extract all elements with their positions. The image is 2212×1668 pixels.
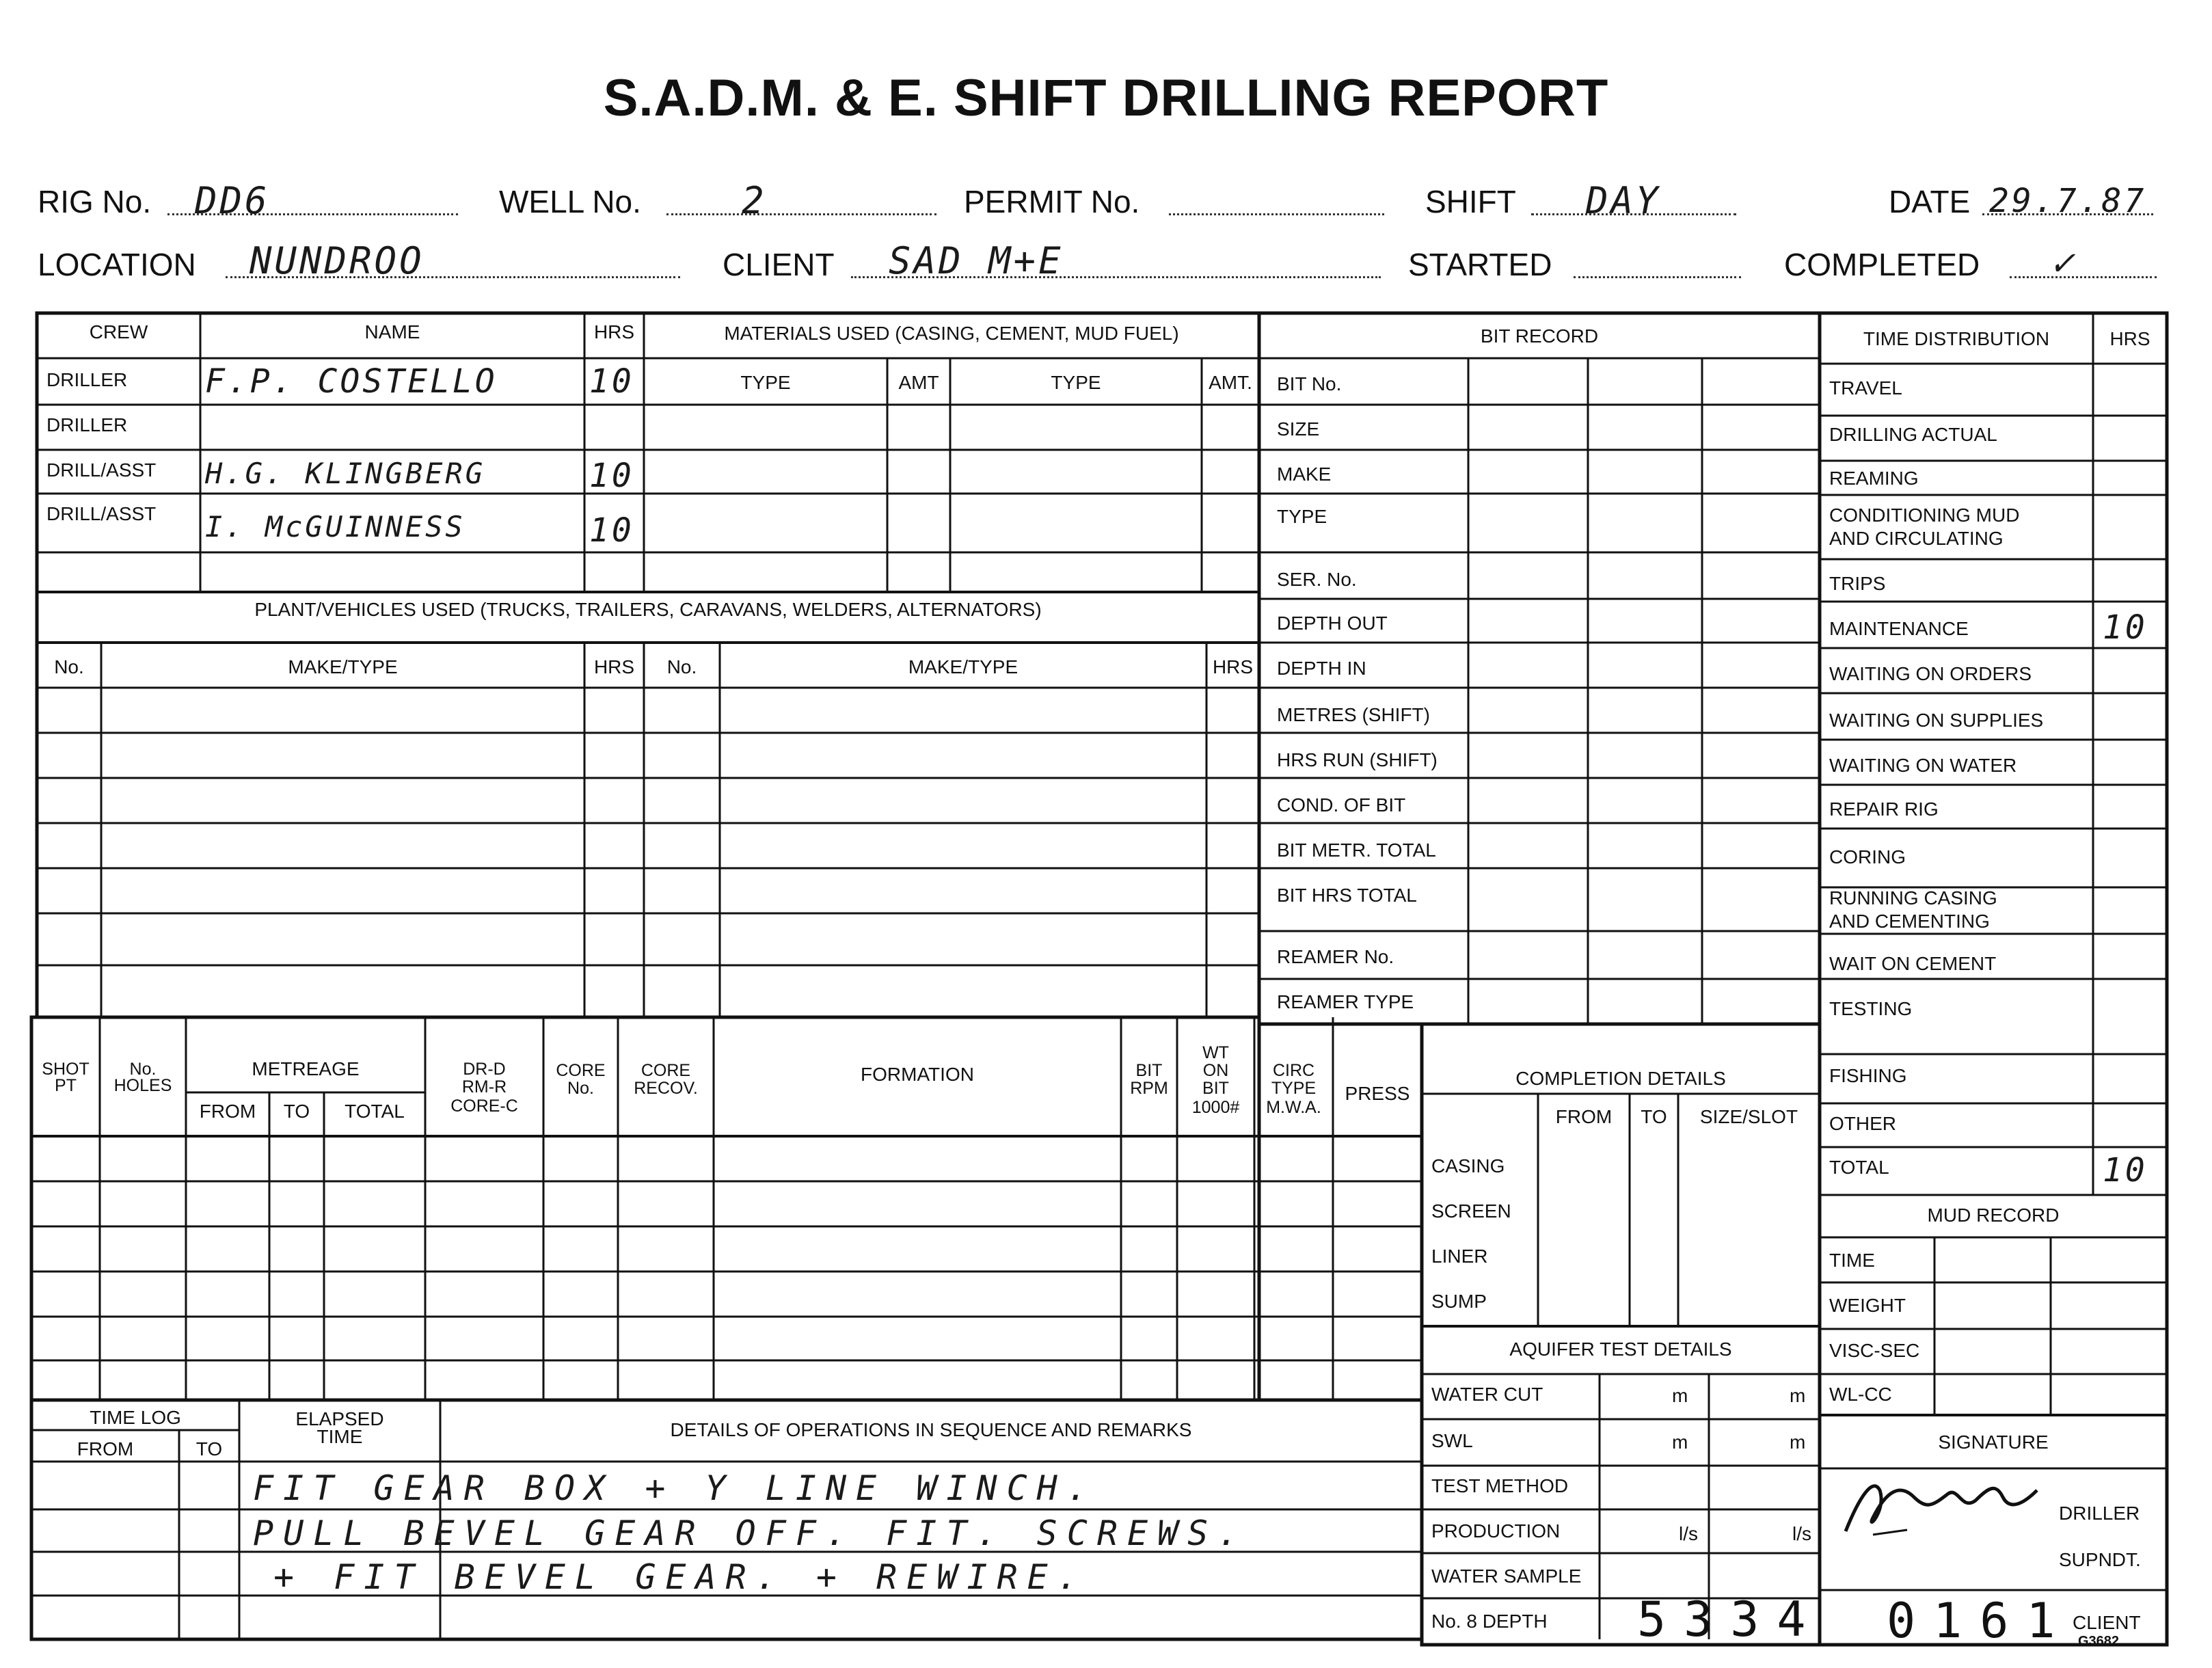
completion-casing: CASING (1431, 1155, 1505, 1176)
aquifer-swl-unit-1: m (1672, 1431, 1688, 1453)
plant-hrs-header: HRS (593, 656, 635, 677)
report-title: S.A.D.M. & E. SHIFT DRILLING REPORT (603, 69, 1609, 127)
plant-make-header: MAKE/TYPE (288, 656, 398, 677)
bit-rpm-header-2: RPM (1130, 1079, 1168, 1098)
aquifer-water-sample: WATER SAMPLE (1431, 1565, 1582, 1587)
shot-pt-header-2: PT (55, 1076, 77, 1095)
well-label: WELL No. (499, 184, 641, 219)
circ-header-3: M.W.A. (1266, 1098, 1321, 1117)
core-recov-header: CORE (640, 1061, 691, 1080)
shift-label: SHIFT (1425, 184, 1516, 219)
bit-row-7: DEPTH IN (1277, 658, 1366, 679)
completion-size-header: SIZE/SLOT (1699, 1106, 1798, 1127)
aquifer-production: PRODUCTION (1431, 1520, 1561, 1542)
crew-hrs-1: 10 (589, 362, 634, 401)
aquifer-production-unit-1: l/s (1679, 1523, 1698, 1544)
client-label: CLIENT (723, 247, 835, 282)
completion-to-header: TO (1641, 1106, 1667, 1127)
td-travel: TRAVEL (1829, 377, 1902, 399)
completion-liner: LINER (1431, 1246, 1488, 1267)
td-trips: TRIPS (1829, 573, 1886, 594)
td-and-circulating: AND CIRCULATING (1829, 528, 2004, 549)
bit-row-5: SER. No. (1277, 569, 1357, 590)
completion-from-header: FROM (1555, 1106, 1613, 1127)
remark-line-2: PULL BEVEL GEAR OFF. FIT. SCREWS. (253, 1514, 1248, 1553)
aquifer-test-method: TEST METHOD (1431, 1475, 1569, 1496)
aquifer-production-unit-2: l/s (1792, 1523, 1811, 1544)
mud-time: TIME (1829, 1250, 1875, 1271)
location-label: LOCATION (38, 247, 196, 282)
td-fishing: FISHING (1829, 1065, 1907, 1086)
td-drilling-actual: DRILLING ACTUAL (1829, 424, 1997, 445)
aquifer-depth-digits: 5334 (1637, 1591, 1824, 1647)
remark-line-3: + FIT BEVEL GEAR. + REWIRE. (273, 1557, 1088, 1597)
crew-hrs-4: 10 (589, 511, 634, 550)
signature-title: SIGNATURE (1938, 1431, 2049, 1453)
started-label: STARTED (1408, 247, 1552, 282)
date-value: 29.7.87 (1989, 182, 2147, 220)
wt-bit-header-3: BIT (1202, 1079, 1229, 1098)
bit-record-title: BIT RECORD (1480, 325, 1599, 347)
td-other: OTHER (1829, 1113, 1896, 1134)
shot-pt-header: SHOT (42, 1060, 90, 1079)
bit-row-13: REAMER No. (1277, 946, 1394, 967)
wt-bit-header-4: 1000# (1191, 1098, 1240, 1117)
aquifer-water-cut-unit-2: m (1790, 1385, 1806, 1406)
td-waiting-supplies: WAITING ON SUPPLIES (1829, 710, 2044, 731)
remark-line-1: FIT GEAR BOX + Y LINE WINCH. (253, 1468, 1097, 1508)
formation-header: FORMATION (861, 1064, 974, 1085)
no-holes-header-2: HOLES (113, 1076, 172, 1095)
aquifer-swl: SWL (1431, 1430, 1473, 1451)
bit-row-9: HRS RUN (SHIFT) (1277, 749, 1438, 770)
aquifer-water-cut: WATER CUT (1431, 1384, 1543, 1405)
wt-bit-header-2: ON (1202, 1061, 1229, 1080)
bit-row-10: COND. OF BIT (1277, 794, 1406, 816)
td-maintenance: MAINTENANCE (1829, 618, 1969, 639)
td-testing: TESTING (1829, 998, 1913, 1019)
drd-header-2: RM-R (461, 1077, 507, 1097)
mud-record-title: MUD RECORD (1927, 1205, 2060, 1226)
td-total: TOTAL (1829, 1157, 1889, 1178)
core-no-header: CORE (556, 1061, 606, 1080)
elapsed-header: ELAPSED (295, 1408, 384, 1429)
time-dist-hrs-header: HRS (2109, 328, 2150, 349)
materials-amt2-header: AMT. (1209, 372, 1252, 393)
drd-header-3: CORE-C (450, 1097, 518, 1116)
client-value: SAD M+E (889, 239, 1064, 282)
signature-driller-label: DRILLER (2059, 1503, 2140, 1524)
crew-role-4: DRILL/ASST (46, 503, 157, 524)
rig-value: DD6 (195, 179, 270, 222)
time-dist-title: TIME DISTRIBUTION (1863, 328, 2050, 349)
completed-label: COMPLETED (1784, 247, 1980, 282)
rig-label: RIG No. (38, 184, 152, 219)
name-col-header: NAME (364, 321, 420, 342)
press-header: PRESS (1345, 1083, 1410, 1104)
crew-role-3: DRILL/ASST (46, 459, 157, 481)
date-label: DATE (1889, 184, 1971, 219)
bit-row-12: BIT HRS TOTAL (1277, 885, 1417, 906)
mud-weight: WEIGHT (1829, 1295, 1906, 1316)
time-log-to-header: TO (195, 1438, 223, 1460)
plant-title: PLANT/VEHICLES USED (TRUCKS, TRAILERS, CARAVANS, WELDERS, ALTERNATORS) (254, 599, 1042, 620)
elapsed-header-2: TIME (316, 1426, 363, 1447)
aquifer-water-cut-unit-1: m (1672, 1385, 1688, 1406)
form-code: G3682 (2078, 1634, 2120, 1649)
details-title: DETAILS OF OPERATIONS IN SEQUENCE AND REMARKS (670, 1419, 1192, 1440)
td-total-hrs: 10 (2103, 1151, 2148, 1189)
td-maintenance-hrs: 10 (2103, 608, 2148, 647)
td-waiting-orders: WAITING ON ORDERS (1829, 663, 2032, 684)
plant-make2-header: MAKE/TYPE (908, 656, 1019, 677)
completion-screen: SCREEN (1431, 1200, 1511, 1222)
bit-row-6: DEPTH OUT (1277, 613, 1388, 634)
metreage-total-header: TOTAL (345, 1101, 405, 1122)
crew-hrs-3: 10 (589, 457, 634, 495)
plant-no2-header: No. (666, 656, 697, 677)
td-wait-cement: WAIT ON CEMENT (1829, 953, 1997, 974)
completion-title: COMPLETION DETAILS (1515, 1068, 1726, 1089)
materials-type-header: TYPE (740, 372, 791, 393)
td-reaming: REAMING (1829, 468, 1919, 489)
crew-role-2: DRILLER (46, 414, 128, 435)
td-running-casing: RUNNING CASING (1829, 887, 1997, 909)
completion-sump: SUMP (1431, 1291, 1487, 1312)
materials-type2-header: TYPE (1051, 372, 1101, 393)
bit-row-14: REAMER TYPE (1277, 991, 1414, 1012)
metreage-to-header: TO (283, 1101, 310, 1122)
hrs-col-header: HRS (593, 321, 635, 342)
bit-row-8: METRES (SHIFT) (1277, 704, 1430, 725)
td-and-cementing: AND CEMENTING (1829, 911, 1990, 932)
signature-client-digits: 0161 (1887, 1593, 2073, 1649)
permit-label: PERMIT No. (964, 184, 1140, 219)
bit-row-3: MAKE (1277, 463, 1332, 485)
circ-header: CIRC (1272, 1061, 1315, 1080)
plant-no-header: No. (54, 656, 84, 677)
aquifer-no8-depth: No. 8 DEPTH (1431, 1611, 1548, 1632)
location-value: NUNDROO (249, 239, 424, 282)
completed-value: ✓ (2051, 241, 2076, 284)
time-log-from-header: FROM (77, 1438, 134, 1460)
signature-client-label: CLIENT (2073, 1612, 2141, 1633)
bit-row-4: TYPE (1277, 506, 1327, 527)
circ-header-2: TYPE (1271, 1079, 1317, 1098)
td-repair-rig: REPAIR RIG (1829, 798, 1939, 820)
core-no-header-2: No. (567, 1079, 594, 1098)
shift-value: DAY (1586, 179, 1661, 222)
bit-rpm-header: BIT (1135, 1061, 1163, 1080)
td-coring: CORING (1829, 846, 1906, 867)
crew-name-1: F.P. COSTELLO (205, 362, 498, 401)
aquifer-swl-unit-2: m (1790, 1431, 1806, 1453)
materials-title: MATERIALS USED (CASING, CEMENT, MUD FUEL) (724, 323, 1179, 344)
drd-header: DR-D (463, 1060, 506, 1079)
wt-bit-header: WT (1202, 1043, 1229, 1062)
bit-row-1: BIT No. (1277, 373, 1342, 394)
materials-amt-header: AMT (898, 372, 939, 393)
td-waiting-water: WAITING ON WATER (1829, 755, 2017, 776)
metreage-from-header: FROM (199, 1101, 256, 1122)
plant-hrs2-header: HRS (1212, 656, 1254, 677)
core-recov-header-2: RECOV. (634, 1079, 698, 1098)
td-conditioning-mud: CONDITIONING MUD (1829, 505, 2020, 526)
signature-supndt-label: SUPNDT. (2059, 1549, 2141, 1570)
well-value: 2 (742, 179, 767, 222)
bit-row-11: BIT METR. TOTAL (1277, 839, 1436, 861)
crew-role-1: DRILLER (46, 369, 128, 390)
crew-name-4: I. McGUINNESS (205, 510, 466, 543)
no-holes-header: No. (129, 1060, 157, 1079)
crew-name-3: H.G. KLINGBERG (205, 457, 486, 490)
crew-col-header: CREW (89, 321, 148, 342)
mud-visc: VISC-SEC (1829, 1340, 1920, 1361)
time-log-title: TIME LOG (90, 1407, 181, 1428)
mud-wl: WL-CC (1829, 1384, 1892, 1405)
bit-row-2: SIZE (1277, 418, 1320, 440)
metreage-header: METREAGE (252, 1058, 360, 1079)
driller-signature-icon (1832, 1470, 2058, 1545)
aquifer-title: AQUIFER TEST DETAILS (1509, 1339, 1732, 1360)
